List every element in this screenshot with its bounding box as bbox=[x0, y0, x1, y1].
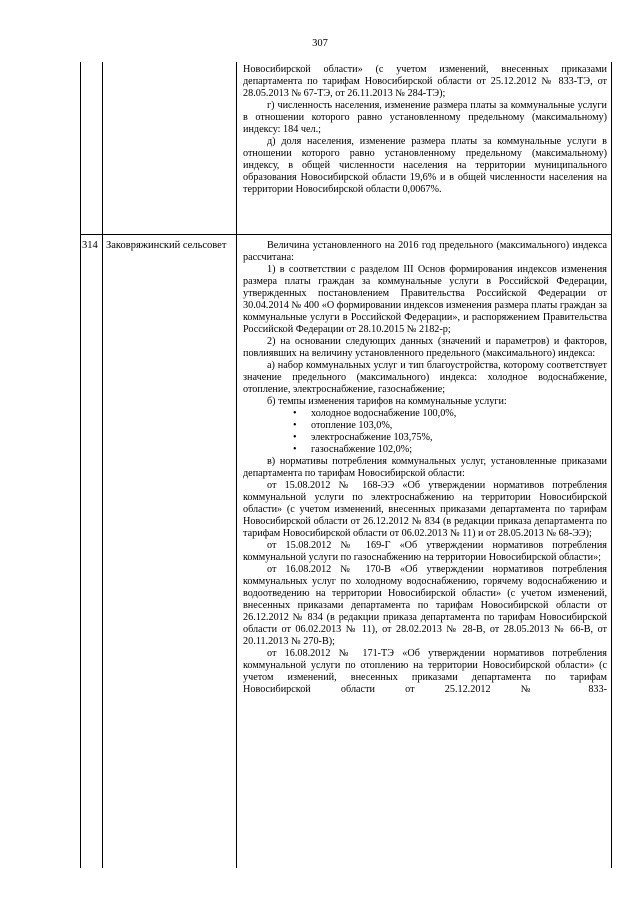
table-border-left bbox=[80, 62, 81, 868]
paragraph: от 15.08.2012 № 168-ЭЭ «Об утверждении нормативов потребления коммунальной услуги по электроснабжению на территории Новосибирской области» (с учетом изменений, внесенных приказами департамента по тарифам Новосибирской области от 26.12.2012 № 834 (в редакции приказа департамента по тарифам Новосибирской области от 06.02.2013 № 11) и от 28.05.2013 № 68-ЭЭ); bbox=[243, 480, 607, 539]
bullet-icon: • bbox=[293, 444, 297, 455]
paragraph: д) доля населения, изменение размера платы за коммунальные услуги в отношении которого равно установленному предельному (максимальному) индексу, в общей численности населения на территории муниципального образования Новосибирской области 19,6% и в общей численности населения на территории Новосибирской области 0,0067%. bbox=[243, 136, 607, 195]
bullet-icon: • bbox=[293, 420, 297, 431]
bullet-icon: • bbox=[293, 408, 297, 419]
municipality-name: Заковряжинский сельсовет bbox=[106, 240, 227, 251]
table-column-divider-2 bbox=[236, 62, 237, 868]
paragraph: б) темпы изменения тарифов на коммунальные услуги: bbox=[267, 396, 507, 407]
paragraph: а) набор коммунальных услуг и тип благоустройства, которому соответствует значение предельного (максимального) индекса: холодное водоснабжение, отопление, электроснабжение, газоснабжение; bbox=[243, 360, 607, 395]
table-row-divider bbox=[80, 234, 612, 235]
paragraph: 2) на основании следующих данных (значений и параметров) и факторов, повлиявших на величину установленного предельного (максимального) индекса: bbox=[243, 336, 607, 359]
tariff-list bbox=[243, 408, 607, 456]
paragraph: 1) в соответствии с разделом III Основ формирования индексов изменения размера платы граждан за коммунальные услуги в Российской Федерации, утвержденных постановлением Правительства Российской Федерации от 30.04.2014 № 400 «О формировании индексов изменения размера платы граждан за коммунальные услуги в Российской Федерации», и распоряжением Правительства Российской Федерации от 28.10.2015 № 2182-р; bbox=[243, 264, 607, 335]
table-border-right bbox=[611, 62, 612, 868]
list-item-text: газоснабжение 102,0%; bbox=[311, 444, 413, 455]
list-item-text: холодное водоснабжение 100,0%, bbox=[311, 408, 457, 419]
row-314-content bbox=[243, 240, 607, 696]
paragraph: от 15.08.2012 № 169-Г «Об утверждении нормативов потребления коммунальной услуги по газоснабжению на территории Новосибирской области»; bbox=[243, 540, 607, 563]
bullet-icon: • bbox=[293, 432, 297, 443]
paragraph: от 16.08.2012 № 171-ТЭ «Об утверждении нормативов потребления коммунальной услуги по отоплению на территории Новосибирской области» (с учетом изменений, внесенных приказами департамента по тарифам Новосибирской области от 25.12.2012 № 833- bbox=[243, 648, 607, 695]
paragraph: г) численность населения, изменение размера платы за коммунальные услуги в отношении которого равно установленному предельному (максимальному) индексу: 184 чел.; bbox=[243, 100, 607, 135]
list-item bbox=[243, 420, 607, 432]
list-item bbox=[243, 444, 607, 456]
paragraph: от 16.08.2012 № 170-В «Об утверждении нормативов потребления коммунальных услуг по холодному водоснабжению, горячему водоснабжению и водоотведению на территории Новосибирской области» (с учетом изменений, внесенных приказами департамента по тарифам Новосибирской области от 26.12.2012 № 834 (в редакции приказа департамента по тарифам Новосибирской области от 06.02.2013 № 11), от 28.02.2013 № 28-В, от 28.05.2013 № 66-В, от 20.11.2013 № 270-В); bbox=[243, 564, 607, 647]
list-item bbox=[243, 432, 607, 444]
table-column-divider-1 bbox=[102, 62, 103, 868]
list-item-text: электроснабжение 103,75%, bbox=[311, 432, 433, 443]
page-number: 307 bbox=[312, 38, 328, 49]
row-313-continuation bbox=[243, 64, 607, 196]
paragraph: Величина установленного на 2016 год предельного (максимального) индекса рассчитана: bbox=[243, 240, 607, 263]
row-number: 314 bbox=[82, 240, 98, 251]
list-item-text: отопление 103,0%, bbox=[311, 420, 393, 431]
list-item bbox=[243, 408, 607, 420]
paragraph: в) нормативы потребления коммунальных услуг, установленные приказами департамента по тарифам Новосибирской области: bbox=[243, 456, 607, 479]
paragraph: Новосибирской области» (с учетом изменений, внесенных приказами департамента по тарифам Новосибирской области от 25.12.2012 № 833-ТЭ, от 28.05.2013 № 67-ТЭ, от 26.11.2013 № 284-ТЭ); bbox=[243, 64, 607, 99]
